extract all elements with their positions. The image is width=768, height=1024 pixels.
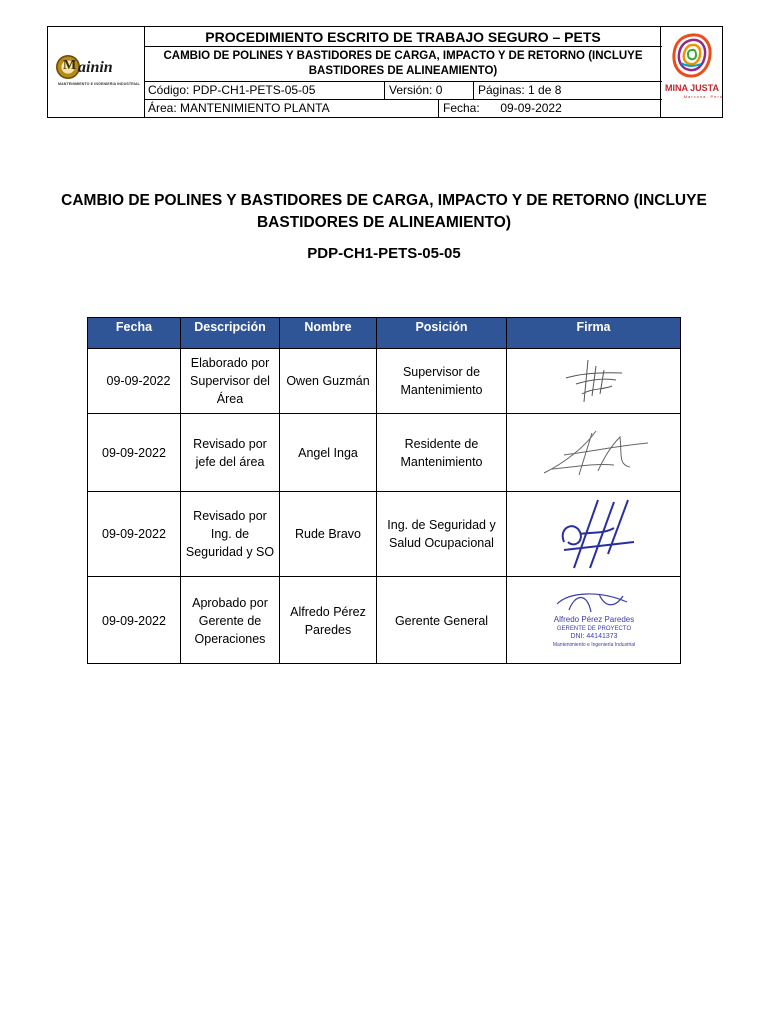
mainin-logo (56, 55, 138, 95)
cell-firma (506, 492, 680, 576)
stamp-dni: DNI: 44141373 (569, 632, 618, 640)
document-header (47, 26, 723, 118)
header-info (144, 27, 662, 117)
date-label: Fecha: (443, 101, 480, 115)
table-row (88, 491, 680, 576)
text-line: Owen Guzmán (286, 374, 370, 388)
text-line: Rude Bravo (294, 527, 361, 541)
header-subtitle-line2: BASTIDORES DE ALINEAMIENTO) (308, 65, 498, 77)
column-header-posicion: Posición (376, 318, 506, 348)
mina-justa-emblem-icon (671, 33, 713, 79)
text-line: Operaciones (194, 631, 266, 646)
header-subtitle-line1: CAMBIO DE POLINES Y BASTIDORES DE CARGA, IMPACTO Y DE RETORNO (INCLUYE (163, 50, 643, 62)
text-line: Elaborado por (190, 356, 270, 370)
logo-letter: M (63, 58, 77, 73)
text-line: Aprobado por (192, 595, 268, 610)
logo-word: ainin (78, 59, 113, 76)
logo-subtitle: MANTENIMIENTO E INGENIERIA INDUSTRIAL (58, 82, 140, 86)
column-header-nombre: Nombre (279, 318, 376, 348)
text-line: Supervisor de (402, 365, 481, 379)
header-title: PROCEDIMIENTO ESCRITO DE TRABAJO SEGURO – PETS (144, 27, 662, 47)
cell-nombre (279, 577, 376, 664)
text-line: Gerente General (394, 613, 489, 628)
text-line: Supervisor del (190, 374, 270, 388)
column-header-descripcion: Descripción (180, 318, 279, 348)
text-line: Paredes (304, 622, 352, 637)
document-date (438, 100, 662, 117)
text-line: Revisado por (193, 509, 267, 523)
text-line: Mantenimiento (400, 383, 483, 397)
text-line: Ing. de (210, 527, 250, 541)
cell-nombre (279, 349, 376, 413)
cell-posicion (376, 349, 506, 413)
column-header-firma: Firma (506, 318, 680, 348)
company-logo-right (660, 27, 722, 117)
document-code: Código: PDP-CH1-PETS-05-05 (148, 83, 316, 97)
cell-posicion (376, 577, 506, 664)
signature-image (554, 356, 634, 406)
document-title (60, 190, 708, 234)
header-code-row (144, 82, 662, 100)
text-line: Angel Inga (298, 445, 358, 460)
table-row (88, 413, 680, 491)
header-area-row (144, 100, 662, 117)
text-line: Revisado por (193, 436, 267, 451)
table-header (88, 318, 680, 349)
approval-table (87, 317, 681, 664)
column-header-fecha: Fecha (115, 320, 153, 334)
cell-descripcion (180, 492, 279, 576)
table-row (88, 348, 680, 413)
text-line: Seguridad y SO (185, 545, 275, 559)
table-row (88, 576, 680, 664)
signature-image (534, 423, 654, 483)
cell-descripcion (180, 414, 279, 491)
document-title-line1: CAMBIO DE POLINES Y BASTIDORES DE CARGA, IMPACTO Y DE RETORNO (INCLUYE (61, 192, 707, 209)
text-line: Residente de (404, 436, 479, 451)
stamp-role: GERENTE DE PROYECTO (556, 625, 631, 632)
cell-firma (506, 349, 680, 413)
stamp-company: Mantenimiento e Ingeniería Industrial (552, 641, 635, 648)
document-version: Versión: 0 (384, 82, 473, 99)
date-value: 09-09-2022 (500, 101, 562, 115)
cell-firma (506, 577, 680, 664)
cell-fecha: 09-09-2022 (102, 445, 166, 460)
cell-fecha: 09-09-2022 (102, 613, 166, 628)
cell-posicion (376, 414, 506, 491)
mina-justa-logo-text: MINA JUSTA (665, 83, 719, 93)
mina-justa-logo-subtitle: Marcona, Perú (683, 94, 723, 99)
company-logo-left (48, 27, 145, 117)
text-line: Ing. de Seguridad y (387, 518, 496, 532)
signature-image (544, 498, 644, 570)
text-line: Área (216, 392, 244, 406)
cell-fecha: 09-09-2022 (102, 527, 166, 541)
text-line: Salud Ocupacional (389, 536, 494, 550)
cell-posicion (376, 492, 506, 576)
cell-nombre (279, 414, 376, 491)
cell-nombre (279, 492, 376, 576)
text-line: Alfredo Pérez (290, 604, 366, 619)
cell-descripcion (180, 349, 279, 413)
document-area: Área: MANTENIMIENTO PLANTA (148, 101, 330, 115)
text-line: jefe del área (195, 454, 265, 469)
document-title-line2: BASTIDORES DE ALINEAMIENTO) (256, 214, 512, 231)
cell-firma (506, 414, 680, 491)
header-subtitle (144, 47, 662, 82)
document-code-title: PDP-CH1-PETS-05-05 (307, 245, 461, 262)
text-line: Mantenimiento (400, 454, 483, 469)
stamp-name: Alfredo Pérez Paredes (553, 614, 634, 624)
text-line: Gerente de (198, 613, 262, 628)
signature-stamp-image (539, 588, 649, 654)
cell-descripcion (180, 577, 279, 664)
document-pages: Páginas: 1 de 8 (473, 82, 662, 99)
cell-fecha: 09-09-2022 (106, 374, 171, 388)
